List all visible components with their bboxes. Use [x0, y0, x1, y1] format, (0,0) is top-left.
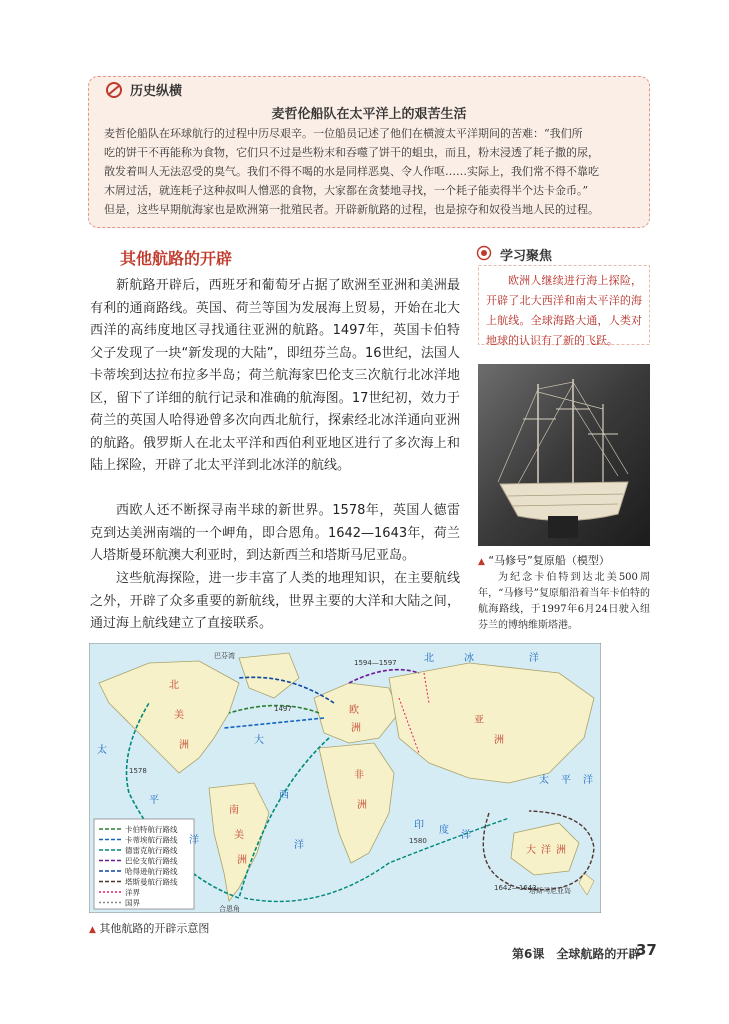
history-line: 麦哲伦船队在环球航行的过程中历尽艰辛。一位船员记述了他们在横渡太平洋期间的苦难：“我们所 [104, 127, 583, 140]
history-line: 木屑过活，就连耗子这种叔叫人憎恶的食物，大家都在贪婪地寻找，一个耗子能卖得半个达卡金币。” [104, 184, 589, 197]
body-paragraph: 这些航海探险，进一步丰富了人类的地理知识，在主要航线之外，开辟了众多重要的新航线，世界主要的大洋和大陆之间，通过海上航线建立了直接联系。 [90, 571, 460, 631]
year-label: 1497 [274, 705, 292, 713]
place-label: 巴芬湾 [214, 652, 235, 660]
continent-label: 洲 [351, 723, 361, 734]
continent-label: 洲 [179, 740, 189, 751]
ocean-label: 洋 [294, 840, 304, 851]
ocean-label: 西 [279, 790, 289, 801]
continent-label: 欧 [349, 705, 359, 716]
continent-label: 亚 [474, 715, 484, 726]
legend-label: 国界 [125, 898, 140, 908]
map-caption-text: 其他航路的开辟示意图 [99, 922, 210, 935]
ship-caption-body: 为纪念卡伯特到达北美500周年，“马修号”复原船沿着当年卡伯特的航海路线，于1997年6月24日驶入纽芬兰的博纳维斯塔港。 [478, 572, 650, 631]
section-heading: 其他航路的开辟 [120, 249, 233, 268]
ocean-label: 洋 [189, 835, 199, 846]
year-label: 1642—1643 [494, 884, 537, 892]
page-number: 37 [636, 941, 657, 959]
legend-label: 塔斯曼航行路线 [125, 877, 178, 887]
continent-label: 洲 [357, 800, 367, 811]
legend-label: 巴伦支航行路线 [125, 856, 178, 866]
continent-label: 洋 [541, 845, 551, 856]
continent-label: 北 [169, 680, 179, 691]
continent-label: 非 [354, 770, 364, 781]
ocean-label: 平 [149, 795, 159, 806]
place-label: 塔斯马尼亚岛 [529, 887, 571, 895]
body-paragraph: 西欧人还不断探寻南半球的新世界。1578年，英国人德雷克到达美洲南端的一个岬角，即合恩角。1642—1643年，荷兰人塔斯曼环航澳大利亚时，到达新西兰和塔斯马尼亚岛。 [90, 503, 460, 563]
triangle-icon: ▲ [89, 925, 96, 935]
history-line: 但是，这些早期航海家也是欧洲第一批殖民者。开辟新航路的过程，也是掠夺和奴役当地人民的过程。 [104, 203, 599, 216]
legend-label: 卡蒂埃航行路线 [125, 835, 178, 845]
history-icon [104, 80, 124, 100]
continent-label: 洲 [237, 855, 247, 866]
ocean-label: 度 [439, 825, 449, 836]
ship-caption-title-text: “马修号”复原船（模型） [488, 554, 610, 567]
triangle-icon: ▲ [478, 557, 485, 567]
history-label: 历史纵横 [130, 84, 183, 99]
ocean-label: 印 [414, 820, 424, 831]
year-label: 1578 [129, 767, 147, 775]
footer-lesson: 第6课 全球航路的开辟 [512, 947, 641, 961]
history-line: 吃的饼干不再能称为食物，它们只不过是些粉末和吞噬了饼干的蛆虫，而且，粉末浸透了耗子撒的尿， [104, 146, 599, 159]
year-label: 1580 [409, 837, 427, 845]
year-label: 1594—1597 [354, 659, 397, 667]
body-paragraph: 新航路开辟后，西班牙和葡萄牙占据了欧洲至亚洲和美洲最有利的通商路线。英国、荷兰等国为发展海上贸易，开始在北大西洋的高纬度地区寻找通往亚洲的航路。1497年，英国卡伯特父子发现了一块“新发现的大陆”，即纽芬兰岛。16世纪，法国人卡蒂埃到达拉布拉多半岛；荷兰航海家巴伦支三次航行北冰洋地区，留下了详细的航行记录和准确的航海图。17世纪初，效力于荷兰的英国人哈得逊曾多次向西北航行，探索经北冰洋通向亚洲的航路。俄罗斯人在北太平洋和西伯利亚地区进行了多次海上和陆上探险，开辟了北太平洋到北冰洋的航线。 [90, 278, 460, 473]
history-title: 麦哲伦船队在太平洋上的艰苦生活 [271, 107, 467, 122]
focus-text: 欧洲人继续进行海上探险，开辟了北大西洋和南太平洋的海上航线。全球海路大通，人类对地球的认识有了新的飞跃。 [486, 274, 642, 347]
place-label: 合恩角 [219, 905, 240, 913]
legend-label: 洋界 [125, 888, 140, 897]
continent-label: 美 [234, 830, 244, 841]
legend-label: 哈得逊航行路线 [125, 867, 178, 876]
world-routes-map [89, 643, 601, 913]
map-caption [89, 920, 209, 936]
legend-label: 德雷克航行路线 [125, 846, 178, 855]
ship-caption-title [478, 552, 610, 568]
continent-label: 洲 [556, 845, 566, 856]
ship-model-photo [478, 364, 650, 546]
continent-label: 美 [174, 710, 184, 721]
continent-label: 洲 [494, 735, 504, 746]
ocean-label: 平 [561, 775, 571, 786]
ocean-label: 大 [254, 735, 264, 746]
history-line: 散发着叫人无法忍受的臭气。我们不得不喝的水是同样恶臭、令人作呕……实际上，我们常不得不靠吃 [104, 165, 599, 178]
ocean-label: 洋 [461, 830, 471, 841]
ocean-label: 洋 [583, 775, 593, 786]
ocean-label: 太 [539, 775, 549, 786]
ocean-label: 太 [97, 745, 107, 756]
legend-label: 卡伯特航行路线 [125, 825, 178, 834]
focus-label: 学习聚焦 [500, 249, 553, 264]
ocean-label: 冰 [464, 653, 474, 664]
continent-label: 大 [526, 845, 536, 856]
focus-icon [476, 245, 492, 261]
ocean-label: 北 [424, 653, 434, 664]
ocean-label: 洋 [529, 653, 539, 664]
continent-label: 南 [229, 805, 239, 816]
